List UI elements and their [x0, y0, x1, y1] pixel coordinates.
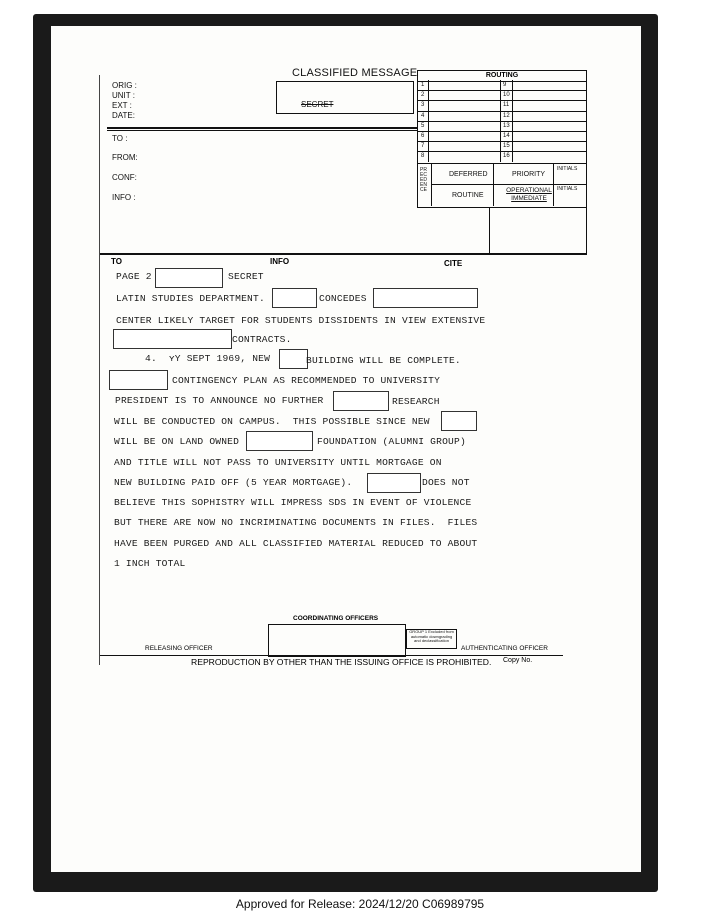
initials-label-1: INITIALS — [557, 166, 578, 172]
routing-number-left: 3 — [421, 102, 425, 109]
classified-message-title: CLASSIFIED MESSAGE — [292, 67, 418, 79]
routine-label: ROUTINE — [452, 192, 484, 199]
body-line-6: CONTINGENCY PLAN AS RECOMMENDED TO UNIVERSITY — [172, 375, 441, 386]
redaction-box — [109, 370, 168, 390]
body-line-5a: 4. ʏY SEPT 1969, NEW — [145, 353, 271, 364]
authenticating-officer-label: AUTHENTICATING OFFICER — [461, 645, 548, 652]
cite-label: CITE — [444, 259, 463, 268]
body-line-2a: LATIN STUDIES DEPARTMENT. — [116, 293, 265, 304]
routing-number-left: 1 — [421, 82, 425, 88]
routing-number-right: 9 — [503, 82, 507, 88]
body-line-9b: FOUNDATION (ALUMNI GROUP) — [317, 436, 466, 447]
routing-row-rule — [418, 151, 586, 152]
routing-number-left: 5 — [421, 122, 425, 129]
precedence-label: PRECEDENCE — [420, 167, 427, 193]
ext-label: EXT : — [112, 101, 132, 110]
routing-number-right: 16 — [503, 153, 510, 160]
routing-number-right: 11 — [503, 102, 510, 109]
classification-box — [276, 81, 414, 114]
deferred-label: DEFERRED — [449, 171, 488, 178]
releasing-officer-label: RELEASING OFFICER — [145, 645, 213, 652]
routing-row-rule — [418, 90, 586, 91]
body-line-12: BELIEVE THIS SOPHISTRY WILL IMPRESS SDS IN EVENT OF VIOLENCE — [114, 497, 472, 508]
initials-label-2: INITIALS — [557, 186, 578, 192]
routing-number-left: 6 — [421, 133, 425, 139]
info-label: INFO : — [112, 193, 136, 202]
routing-number-right: 10 — [503, 92, 510, 99]
body-line-11a: NEW BUILDING PAID OFF (5 YEAR MORTGAGE). — [114, 477, 353, 488]
priority-label: PRIORITY — [512, 171, 546, 178]
cite-to-label: TO — [111, 257, 122, 266]
body-line-13: BUT THERE ARE NOW NO INCRIMINATING DOCUMENTS IN FILES. FILES — [114, 517, 478, 528]
redaction-box — [441, 411, 477, 431]
reproduction-notice: REPRODUCTION BY OTHER THAN THE ISSUING OFFICE IS PROHIBITED. — [191, 657, 492, 667]
redaction-box — [367, 473, 421, 493]
routing-number-left: 4 — [421, 112, 425, 119]
body-line-10: AND TITLE WILL NOT PASS TO UNIVERSITY UNTIL MORTGAGE ON — [114, 457, 442, 468]
routing-row-rule — [418, 121, 586, 122]
body-line-8: WILL BE CONDUCTED ON CAMPUS. THIS POSSIBLE SINCE NEW — [114, 416, 430, 427]
from-label: FROM: — [112, 153, 138, 162]
coordinating-officers-label: COORDINATING OFFICERS — [293, 615, 379, 622]
redaction-box — [272, 288, 317, 308]
routing-number-left: 7 — [421, 143, 425, 150]
routing-row-rule — [418, 100, 586, 101]
routing-number-right: 14 — [503, 133, 510, 139]
body-line-1b: SECRET — [228, 271, 264, 282]
routing-row-rule — [418, 111, 586, 112]
routing-number-left: 8 — [421, 153, 425, 160]
unit-label: UNIT : — [112, 91, 135, 100]
redaction-box — [373, 288, 478, 308]
coordinating-officers-box — [268, 624, 406, 657]
left-margin-rule — [99, 75, 100, 665]
routing-row-rule — [418, 131, 586, 132]
header-rule — [107, 127, 417, 129]
footer-rule — [100, 655, 563, 656]
routing-row-rule — [418, 141, 586, 142]
header-rule-2 — [107, 130, 417, 131]
lower-right-box — [489, 207, 587, 254]
classification-struck: SECRET — [301, 100, 334, 109]
redaction-box — [155, 268, 223, 288]
body-line-1a: PAGE 2 — [116, 271, 152, 282]
routing-number-left: 2 — [421, 92, 425, 99]
body-line-15: 1 INCH TOTAL — [114, 558, 186, 569]
redaction-box — [279, 349, 308, 369]
precedence-row-rule — [431, 184, 587, 185]
group-1-stamp: GROUP 1 Excluded from automatic downgrading and declassification — [406, 629, 457, 649]
release-banner-bottom: Approved for Release: 2024/12/20 C06989795 — [235, 897, 485, 911]
body-line-7b: RESEARCH — [392, 396, 440, 407]
copy-no-label: Copy No. — [503, 657, 533, 664]
operational-immediate-label: OPERATIONAL IMMEDIATE — [506, 187, 552, 202]
body-line-9a: WILL BE ON LAND OWNED — [114, 436, 240, 447]
routing-number-right: 15 — [503, 143, 510, 150]
conf-label: CONF: — [112, 173, 137, 182]
body-line-4: CONTRACTS. — [232, 334, 292, 345]
routing-number-right: 12 — [503, 112, 510, 119]
to-label: TO : — [112, 134, 128, 143]
routing-title: ROUTING — [418, 71, 586, 82]
routing-number-right: 13 — [503, 122, 510, 129]
orig-label: ORIG : — [112, 81, 137, 90]
routing-bottom-rule — [417, 163, 587, 164]
header-fields — [112, 81, 137, 121]
body-line-2b: CONCEDES — [319, 293, 367, 304]
body-line-7a: PRESIDENT IS TO ANNOUNCE NO FURTHER — [115, 395, 324, 406]
date-label: DATE: — [112, 111, 135, 120]
cite-info-label: INFO — [270, 257, 290, 266]
redaction-box — [113, 329, 232, 349]
body-line-5b: BUILDING WILL BE COMPLETE. — [306, 355, 461, 366]
redaction-box — [246, 431, 313, 451]
redaction-box — [333, 391, 389, 411]
body-line-14: HAVE BEEN PURGED AND ALL CLASSIFIED MATERIAL REDUCED TO ABOUT — [114, 538, 478, 549]
body-line-3: CENTER LIKELY TARGET FOR STUDENTS DISSIDENTS IN VIEW EXTENSIVE — [116, 315, 486, 326]
body-line-11b: DOES NOT — [422, 477, 470, 488]
